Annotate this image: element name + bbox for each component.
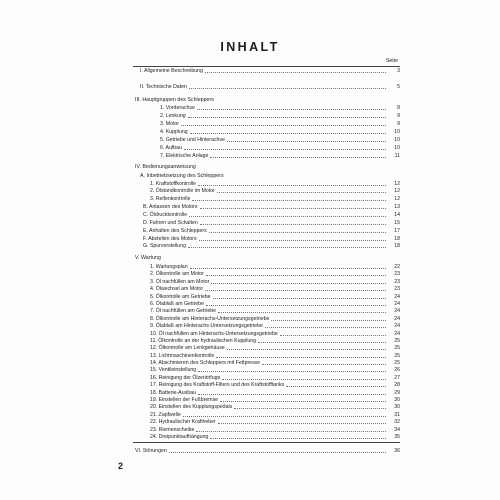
toc-entry-page: 12 bbox=[394, 181, 400, 187]
toc-entry-page: 9 bbox=[397, 113, 400, 119]
toc-entry-label: 10. Öl nachfüllen am Hinterachs-Untersetzungsgetriebe bbox=[150, 331, 278, 337]
dot-leader bbox=[213, 298, 386, 299]
dot-leader bbox=[271, 320, 386, 321]
dot-leader bbox=[188, 247, 386, 248]
toc-entry-page: 35 bbox=[394, 434, 400, 440]
toc-entry bbox=[150, 433, 400, 441]
toc-entry-label: 3. Motor bbox=[160, 121, 180, 127]
dot-leader bbox=[184, 149, 386, 150]
toc-entry-page: 9 bbox=[397, 121, 400, 127]
dot-leader bbox=[218, 312, 386, 313]
dot-leader bbox=[258, 342, 386, 343]
dot-leader bbox=[198, 371, 386, 372]
toc-entry-page: 24 bbox=[394, 331, 400, 337]
dot-leader bbox=[209, 232, 386, 233]
toc-entry-label: C. Öldruckkontrolle bbox=[143, 212, 188, 218]
toc-entry-label: 15. Ventileinstellung bbox=[150, 367, 197, 373]
toc-entry bbox=[140, 83, 400, 91]
toc-entry-page: 15 bbox=[394, 220, 400, 226]
dot-leader bbox=[210, 438, 386, 439]
toc-entry-label: 20. Einstellen des Kupplungspedals bbox=[150, 404, 233, 410]
toc-entry-label: 7. Öl nachfüllen am Getriebe bbox=[150, 308, 217, 314]
toc-entry bbox=[143, 211, 400, 219]
toc-section-heading: IV. Bedienungsanweisung bbox=[135, 164, 196, 170]
page-title: INHALT bbox=[220, 40, 280, 54]
toc-entry-page: 12 bbox=[394, 196, 400, 202]
toc-entry bbox=[143, 227, 400, 235]
dot-leader bbox=[192, 200, 386, 201]
toc-entry-label: 2. Ölkontrolle am Motor bbox=[150, 271, 204, 277]
dot-leader bbox=[183, 416, 386, 417]
toc-entry bbox=[160, 144, 400, 152]
dot-leader bbox=[199, 240, 386, 241]
toc-entry-label: 5. Ölkontrolle am Getriebe bbox=[150, 294, 211, 300]
toc-entry-label: 14. Abschmieren des Schleppers mit Fettpresse bbox=[150, 360, 261, 366]
dot-leader bbox=[206, 275, 386, 276]
dot-leader bbox=[197, 109, 386, 110]
toc-entry-page: 10 bbox=[394, 129, 400, 135]
toc-entry-label: 2. Ölstandkontrolle im Motor bbox=[150, 188, 215, 194]
toc-entry-page: 17 bbox=[394, 228, 400, 234]
toc-entry-page: 3 bbox=[397, 68, 400, 74]
toc-entry-label: 1. Vorderachse bbox=[160, 105, 195, 111]
dot-leader bbox=[188, 117, 386, 118]
toc-entry-label: 21. Zapfwelle bbox=[150, 412, 181, 418]
toc-entry-label: 19. Einstellen der Fußbremse bbox=[150, 397, 219, 403]
dot-leader bbox=[286, 386, 386, 387]
toc-entry-page: 11 bbox=[394, 153, 400, 159]
toc-entry-page: 28 bbox=[394, 382, 400, 388]
dot-leader bbox=[234, 408, 386, 409]
dot-leader bbox=[189, 216, 386, 217]
toc-entry bbox=[150, 187, 400, 195]
toc-entry bbox=[160, 128, 400, 136]
toc-entry-label: 5. Getriebe und Hinterachse bbox=[160, 137, 225, 143]
toc-entry bbox=[150, 418, 400, 426]
toc-entry-page: 13 bbox=[394, 204, 400, 210]
dot-leader bbox=[222, 379, 386, 380]
toc-entry-page: 25 bbox=[394, 353, 400, 359]
toc-entry-page: 5 bbox=[397, 84, 400, 90]
toc-entry bbox=[150, 403, 400, 411]
toc-entry bbox=[160, 112, 400, 120]
toc-entry-label: 8. Ölkontrolle am Hinterachs-Untersetzungsgetriebe bbox=[150, 316, 270, 322]
dot-leader bbox=[265, 327, 386, 328]
toc-entry-label: 13. Lichtmaschinenkontrolle bbox=[150, 353, 215, 359]
toc-entry bbox=[150, 285, 400, 293]
toc-entry-page: 10 bbox=[394, 137, 400, 143]
toc-entry-page: 25 bbox=[394, 345, 400, 351]
toc-entry bbox=[150, 307, 400, 315]
toc-entry-page: 24 bbox=[394, 308, 400, 314]
toc-entry-page: 22 bbox=[394, 264, 400, 270]
dot-leader bbox=[210, 157, 386, 158]
toc-entry-label: 4. Kupplung bbox=[160, 129, 188, 135]
dot-leader bbox=[217, 192, 386, 193]
toc-entry-label: 9. Ölablaß am Hinterachs-Untersetzungsgetriebe bbox=[150, 323, 263, 329]
toc-entry-page: 26 bbox=[394, 367, 400, 373]
toc-entry-label: 12. Ölkontrolle am Lenkgehäuse bbox=[150, 345, 225, 351]
page-number: 2 bbox=[118, 461, 124, 471]
toc-entry-label: 24. Dreipunktaufhängung bbox=[150, 434, 209, 440]
page-column-header: Seite bbox=[385, 58, 398, 64]
dot-leader bbox=[198, 185, 386, 186]
toc-entry-label: 11. Ölkontrolle an der hydraulischen Kupplung bbox=[150, 338, 257, 344]
toc-entry-page: 24 bbox=[394, 323, 400, 329]
dot-leader bbox=[196, 431, 386, 432]
toc-entry-page: 36 bbox=[394, 448, 400, 454]
toc-entry-page: 30 bbox=[394, 404, 400, 410]
toc-entry-page: 10 bbox=[394, 145, 400, 151]
dot-leader bbox=[211, 283, 386, 284]
toc-entry bbox=[150, 344, 400, 352]
dot-leader bbox=[218, 423, 386, 424]
dot-leader bbox=[200, 208, 387, 209]
toc-entry bbox=[150, 322, 400, 330]
toc-entry-label: G. Spurverstellung bbox=[143, 243, 186, 249]
toc-entry-label: II. Technische Daten bbox=[140, 84, 187, 90]
toc-entry-page: 8 bbox=[397, 105, 400, 111]
toc-entry-label: VI. Störungen bbox=[135, 448, 167, 454]
toc-entry-page: 34 bbox=[394, 427, 400, 433]
toc-entry-label: 4. Ölwechsel am Motor bbox=[150, 286, 204, 292]
toc-entry bbox=[135, 447, 400, 455]
toc-entry-page: 18 bbox=[394, 236, 400, 242]
toc-entry bbox=[150, 381, 400, 389]
dot-leader bbox=[220, 401, 386, 402]
toc-entry-label: 1. Kraftstoffkontrolle bbox=[150, 181, 197, 187]
toc-entry-label: 16. Reinigung der Ölzentrifuge bbox=[150, 375, 221, 381]
toc-entry-page: 12 bbox=[394, 188, 400, 194]
toc-entry-page: 27 bbox=[394, 375, 400, 381]
toc-entry-page: 31 bbox=[394, 412, 400, 418]
toc-entry-page: 24 bbox=[394, 294, 400, 300]
toc-entry bbox=[160, 152, 400, 160]
toc-entry-page: 32 bbox=[394, 419, 400, 425]
toc-entry-page: 25 bbox=[394, 360, 400, 366]
dot-leader bbox=[227, 141, 386, 142]
toc-entry-label: 7. Elektrische Anlage bbox=[160, 153, 209, 159]
dot-leader bbox=[262, 364, 386, 365]
dot-leader bbox=[205, 72, 386, 73]
toc-section-heading: III. Hauptgruppen des Schleppers bbox=[135, 97, 214, 103]
toc-entry bbox=[143, 242, 400, 250]
toc-entry-label: B. Anlassen des Motors bbox=[143, 204, 198, 210]
toc-entry-label: 1. Wartungsplan bbox=[150, 264, 188, 270]
toc-entry-page: 29 bbox=[394, 390, 400, 396]
toc-entry-label: 3. Öl nachfüllen am Motor bbox=[150, 279, 210, 285]
toc-entry bbox=[150, 195, 400, 203]
toc-entry bbox=[160, 120, 400, 128]
dot-leader bbox=[189, 88, 386, 89]
dot-leader bbox=[200, 224, 386, 225]
toc-entry-page: 23 bbox=[394, 279, 400, 285]
dot-leader bbox=[190, 133, 386, 134]
dot-leader bbox=[216, 357, 386, 358]
toc-entry-label: 17. Reinigung des Kraftstoff-Filters und des Kraftstofftanks bbox=[150, 382, 285, 388]
toc-entry-label: E. Anhalten des Schleppers bbox=[143, 228, 207, 234]
toc-entry-page: 23 bbox=[394, 271, 400, 277]
toc-entry bbox=[140, 67, 400, 75]
toc-entry-label: 6. Aufbau bbox=[160, 145, 182, 151]
toc-entry bbox=[143, 219, 400, 227]
toc-section-heading: A. Inbetriebsetzung des Schleppers bbox=[140, 173, 224, 179]
toc-entry bbox=[150, 366, 400, 374]
toc-entry-page: 24 bbox=[394, 301, 400, 307]
toc-entry-page: 23 bbox=[394, 286, 400, 292]
toc-entry-label: 22. Hydraulischer Krafiheber bbox=[150, 419, 216, 425]
dot-leader bbox=[205, 290, 386, 291]
dot-leader bbox=[181, 125, 386, 126]
toc-entry-page: 14 bbox=[394, 212, 400, 218]
toc-entry bbox=[150, 270, 400, 278]
toc-section-heading: V. Wartung bbox=[135, 255, 161, 261]
dot-leader bbox=[198, 394, 386, 395]
toc-entry-page: 18 bbox=[394, 243, 400, 249]
toc-entry-label: 18. Batterie-Ausbau bbox=[150, 390, 196, 396]
toc-entry-label: D. Fahren und Schalten bbox=[143, 220, 198, 226]
toc-entry bbox=[160, 104, 400, 112]
dot-leader bbox=[280, 335, 386, 336]
dot-leader bbox=[206, 305, 386, 306]
dot-leader bbox=[169, 452, 386, 453]
toc-entry-label: 6. Ölablaß am Getriebe bbox=[150, 301, 204, 307]
dot-leader bbox=[190, 268, 386, 269]
toc-entry-page: 24 bbox=[394, 316, 400, 322]
dot-leader bbox=[227, 349, 386, 350]
toc-entry-page: 25 bbox=[394, 338, 400, 344]
toc-entry bbox=[143, 203, 400, 211]
toc-entry-page: 30 bbox=[394, 397, 400, 403]
toc-entry-label: I. Allgemeine Beschreibung bbox=[140, 68, 203, 74]
toc-entry-label: F. Abstellen des Motors bbox=[143, 236, 197, 242]
toc-entry-label: 3. Reifenkontrolle bbox=[150, 196, 191, 202]
toc-entry-label: 23. Riemenscheibe bbox=[150, 427, 195, 433]
toc-entry bbox=[160, 136, 400, 144]
bottom-rule bbox=[133, 442, 400, 443]
toc-entry-label: 2. Lenkung bbox=[160, 113, 186, 119]
